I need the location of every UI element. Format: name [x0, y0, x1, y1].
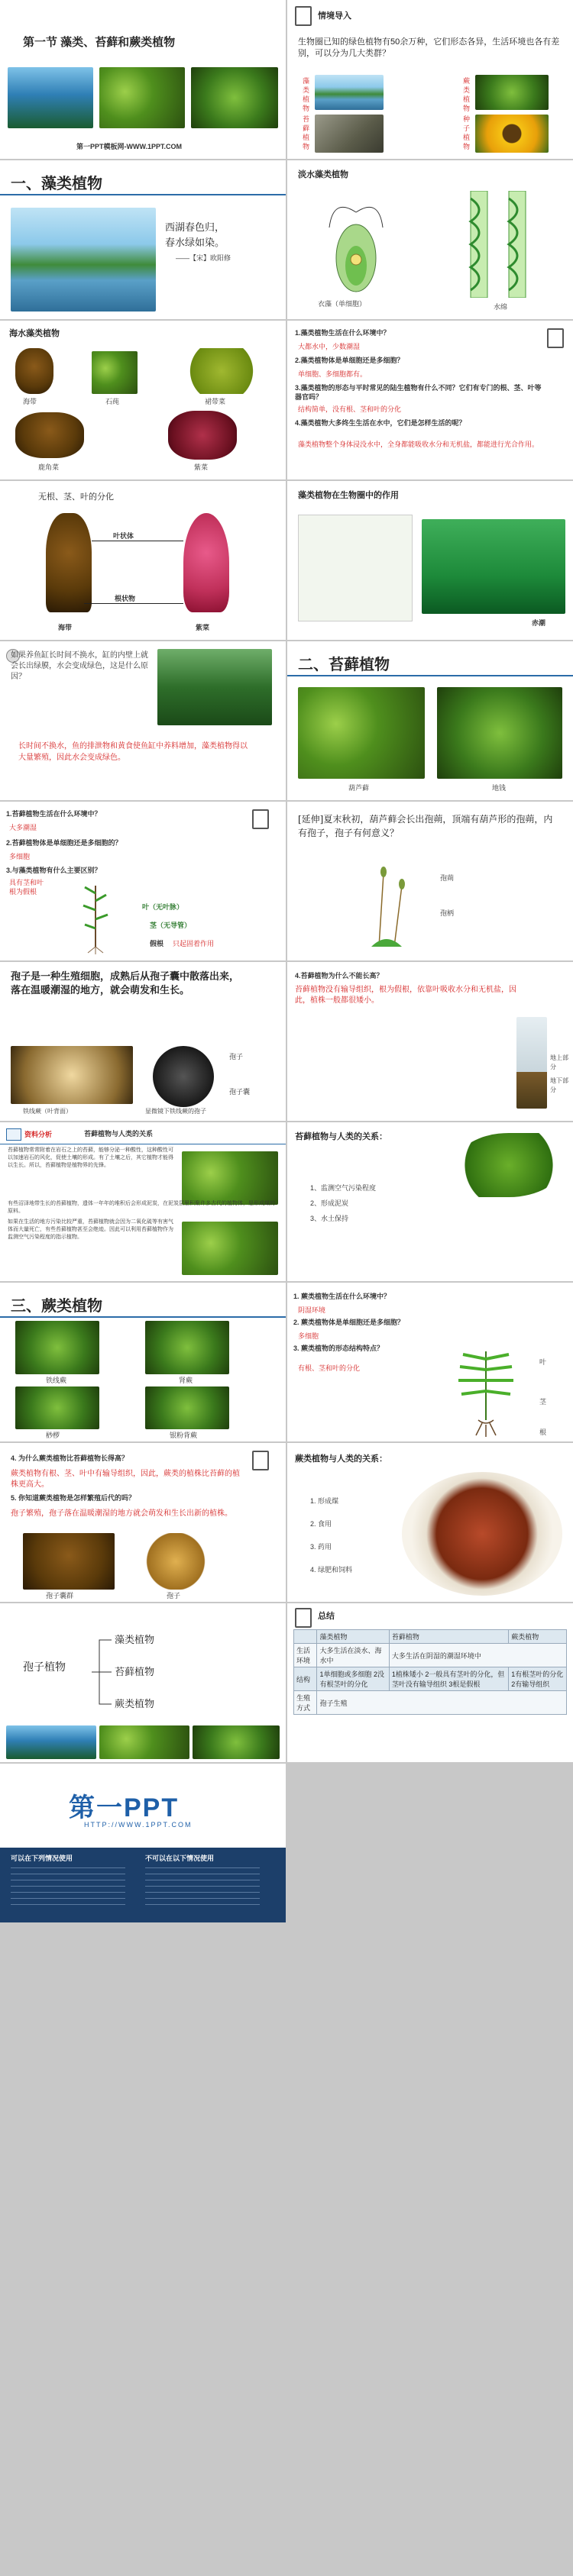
- slide-2-intro: [287, 0, 573, 159]
- label-1: 孢子囊群: [46, 1592, 74, 1600]
- label-algae: 藻类植物: [303, 77, 310, 112]
- marchantia-photo: [437, 687, 562, 779]
- title: 苔藓植物与人类的关系: [84, 1131, 154, 1138]
- ulva-image: [92, 351, 138, 394]
- label-4: 紫菜: [196, 624, 210, 631]
- branch-2: 苔藓植物: [115, 1666, 155, 1677]
- label-1: 海带: [23, 398, 37, 405]
- answer-3: 具有茎和叶 根为假根: [9, 879, 44, 896]
- brand-logo: 第一PPT: [69, 1793, 180, 1822]
- question-text: 如果养鱼缸长时间不换水，缸的内壁上就会长出绿膜，水会变成绿色，这是什么原因？: [11, 651, 148, 681]
- spore-microscope: [153, 1046, 214, 1107]
- table-cell: 1有根茎叶的分化 2有输导组织: [509, 1667, 567, 1691]
- branch-1: 藻类植物: [115, 1634, 155, 1645]
- pencil-note-icon: [295, 6, 312, 26]
- red-tide-photo: [422, 519, 565, 614]
- item-3: 3、水土保持: [310, 1215, 349, 1222]
- label-2: 肾蕨: [179, 1377, 193, 1384]
- fern-photo: [191, 67, 278, 128]
- slide-7-structure: [0, 481, 286, 640]
- label-2: 根状物: [115, 595, 136, 602]
- pencil-note-icon: [252, 809, 269, 829]
- slide-13-spore: [0, 962, 286, 1121]
- porphyra-image: [168, 411, 237, 460]
- section-heading: 二、苔藓植物: [298, 657, 390, 673]
- label-1: 衣藻（单细胞）: [318, 300, 367, 308]
- header-cell: 苔藓植物: [389, 1630, 508, 1644]
- slide-18-fern-questions: [287, 1283, 573, 1441]
- item-4: 4. 绿肥和饲料: [310, 1566, 353, 1574]
- spirogyra-diagram: [455, 191, 547, 298]
- question-1: 1. 蕨类植物生活在什么环境中？: [293, 1293, 391, 1300]
- table-row: [294, 1667, 567, 1691]
- table-row: [294, 1644, 567, 1667]
- answer-3: 结构简单，没有根、茎和叶的分化: [298, 405, 402, 413]
- slide-5-seawater: [0, 321, 286, 479]
- answer-2: 单细胞、多细胞都有。: [298, 370, 367, 378]
- slide-15-data-analysis: [0, 1122, 286, 1281]
- table-cell: 生活环境: [294, 1644, 317, 1667]
- slide-16-moss-human: [287, 1122, 573, 1281]
- header-cell: [294, 1630, 317, 1644]
- moss-height-photo: [516, 1017, 547, 1109]
- question-5: 5. 你知道蕨类植物是怎样繁殖后代的吗？: [11, 1494, 136, 1502]
- answer-2: 多细胞: [298, 1332, 319, 1340]
- table-header-row: [294, 1630, 567, 1644]
- question-3: 3.与藻类植物有什么主要区别？: [6, 867, 102, 874]
- title: 无根、茎、叶的分化: [38, 492, 114, 502]
- usage-list-1: [11, 1867, 125, 1910]
- slide-9-fishtank: [0, 641, 286, 800]
- table-cell: 1单细胞或多细胞 2没有根茎叶的分化: [317, 1667, 389, 1691]
- capsule-diagram: [348, 863, 440, 954]
- west-lake-photo: [11, 208, 156, 312]
- label-leaf-back: 铁线蕨（叶背面）: [23, 1108, 72, 1115]
- summary-table: [293, 1629, 567, 1715]
- tag: 资料分析: [24, 1131, 53, 1138]
- label-sporangium: 孢子囊: [229, 1088, 251, 1096]
- label-moss: 苔藓植物: [303, 115, 310, 150]
- answer-text: 长时间不换水，鱼的排泄物和黄食使鱼缸中养料增加，藻类植物得以大量繁殖，因此水会变成绿色。: [18, 742, 248, 762]
- fern-4-photo: [145, 1386, 229, 1429]
- slide-22-summary-table: [287, 1603, 573, 1762]
- fern-2-photo: [145, 1321, 229, 1374]
- title: 总结: [318, 1612, 335, 1621]
- label-fern: 蕨类植物: [463, 77, 471, 112]
- algae-photo: [8, 67, 93, 128]
- slide-6-questions: [287, 321, 573, 479]
- question-1: 1.苔藓植物生活在什么环境中？: [6, 810, 102, 818]
- question-2: 2.藻类植物体是单细胞还是多细胞？: [295, 357, 404, 364]
- fern-leaf-back-photo: [11, 1046, 133, 1104]
- label-rhizoid: 假根: [150, 940, 164, 947]
- slide-19-fern-growth: [0, 1443, 286, 1602]
- label-2: 石莼: [105, 398, 120, 405]
- moss-ground-photo: [182, 1222, 278, 1275]
- label-2: 水绵: [494, 303, 508, 311]
- slide-4-freshwater: [287, 160, 573, 319]
- label-1: 铁线蕨: [46, 1377, 67, 1384]
- pelvetia-image: [15, 412, 84, 458]
- question-4: 4.藻类植物大多终生生活在水中，它们是怎样生活的呢？: [295, 419, 466, 427]
- fern-3-photo: [15, 1386, 99, 1429]
- label-1: 叶状体: [113, 532, 134, 540]
- porphyra-image: [183, 513, 229, 612]
- usage-list-2: [145, 1867, 260, 1910]
- slide-3-algae: [0, 160, 286, 319]
- funaria-photo: [298, 687, 425, 779]
- table-cell: 1植株矮小 2一般具有茎叶的分化，但茎叶没有输导组织 3根是假根: [389, 1667, 508, 1691]
- slide-8-role: [287, 481, 573, 640]
- red-tide-label: 赤潮: [532, 619, 546, 627]
- extension-text: [延伸]夏末秋初，葫芦藓会长出孢蒴，顶端有葫芦形的孢蒴，内有孢子，孢子有何意义？: [298, 814, 553, 838]
- question-1: 1.藻类植物生活在什么环境中？: [295, 329, 390, 337]
- fern-1-photo: [15, 1321, 99, 1374]
- divider: [0, 194, 286, 195]
- branch-3: 蕨类植物: [115, 1698, 155, 1709]
- paragraph-3: 如果在生活的地方污染比较严重，苔藓植物就会因为二氧化硫等有害气体而大量死亡，有些苔藓植物甚至会绝迹。因此可以利用苔藓植物作为监测空气污染程度的指示植物。: [8, 1219, 173, 1240]
- moss-plant-diagram: [53, 870, 138, 954]
- liverwort-photo: [455, 1133, 562, 1197]
- answer-5: 孢子繁殖，孢子落在温暖潮湿的地方就会萌发和生长出新的植株。: [11, 1509, 232, 1518]
- divider: [287, 675, 573, 676]
- answer-4: 蕨类植物有根、茎、叶中有输导组织，因此，蕨类的植株比苔藓的植株更高大。: [11, 1470, 240, 1489]
- label-leaf: 叶（无叶脉）: [142, 903, 184, 911]
- footer-text: 第一PPT模板网-WWW.1PPT.COM: [76, 143, 182, 150]
- label-micro: 显微镜下铁线蕨的孢子: [145, 1108, 206, 1115]
- title: 苔藓植物与人类的关系：: [295, 1132, 387, 1141]
- sunflower-photo: [475, 115, 549, 153]
- label-leaf: 叶: [539, 1358, 547, 1366]
- title: 藻类植物在生物圈中的作用: [298, 491, 399, 500]
- item-2: 2. 食用: [310, 1520, 332, 1528]
- label-3: 海带: [58, 624, 73, 631]
- fern-structure-diagram: [440, 1344, 532, 1440]
- pencil-note-icon: [252, 1451, 269, 1470]
- label-seed: 种子植物: [463, 115, 471, 150]
- table-cell: 大多生活在阴湿的潮湿环境中: [389, 1644, 566, 1667]
- label-4: 鹿角菜: [38, 463, 60, 471]
- item-3: 3. 药用: [310, 1543, 332, 1551]
- label-1: 葫芦藓: [348, 784, 370, 792]
- paragraph-1: 苔藓植物常常附着在岩石之上的苔藓，能够分泌一种酸性，这种酸性可以加速岩石的风化，促使土壤的形成。有了土壤之后，其它植物才能得以生长。所以，苔藓植物是植物界的先锋。: [8, 1148, 173, 1168]
- poem-author: ——【宋】欧阳修: [176, 254, 231, 262]
- label-2: 地钱: [492, 784, 507, 792]
- label-stem: 茎（无导管）: [150, 922, 192, 929]
- algae-lake-photo: [315, 75, 384, 110]
- algae-photo: [6, 1725, 96, 1759]
- book-icon: [6, 1128, 21, 1141]
- section-heading: 一、藻类植物: [11, 176, 102, 192]
- label-root: 根: [539, 1428, 547, 1436]
- moss-photo: [99, 1725, 189, 1759]
- item-1: 1. 形成煤: [310, 1497, 339, 1505]
- label-rhizoid-note: 只起固着作用: [173, 940, 215, 947]
- paragraph-2: 有些沼泽地带生长的苔藓植物，遗体一年年的堆积后会形成泥炭，在泥炭层里积聚许多古代的植物体，是形成煤的原料。: [8, 1201, 275, 1214]
- label-1: 孢蒴: [440, 874, 455, 882]
- spore-text: 孢子是一种生殖细胞，成熟后从孢子囊中散落出来，落在温暖潮湿的地方，就会萌发和生长。: [11, 970, 240, 996]
- header-cell: 蕨类植物: [509, 1630, 567, 1644]
- chlamydomonas-diagram: [318, 197, 394, 296]
- poem-line-1: 西湖春色归，: [165, 221, 225, 233]
- question-3: 3. 蕨类植物的形态结构特点？: [293, 1344, 384, 1352]
- title: 蕨类植物与人类的关系：: [295, 1454, 387, 1464]
- answer-3: 有根、茎和叶的分化: [298, 1364, 361, 1372]
- slide-14-height: [287, 962, 573, 1121]
- table-cell: 结构: [294, 1667, 317, 1691]
- table-cell: 孢子生殖: [317, 1691, 567, 1715]
- slide-17-fern: [0, 1283, 286, 1441]
- header-cell: 藻类植物: [317, 1630, 389, 1644]
- answer-2: 多细胞: [9, 853, 31, 860]
- label-stem: 茎: [539, 1398, 547, 1406]
- item-2: 2、形成泥炭: [310, 1199, 349, 1207]
- label-3: 裙带菜: [205, 398, 226, 405]
- answer-1: 阴湿环境: [298, 1306, 326, 1314]
- answer-1: 大多潮湿: [9, 824, 37, 831]
- question-2: 2.苔藓植物体是单细胞还是多细胞的？: [6, 839, 122, 847]
- food-chain-diagram: [298, 515, 413, 621]
- pencil-note-icon: [295, 1608, 312, 1628]
- label-5: 紫菜: [194, 463, 209, 471]
- kelp-image: [15, 348, 53, 394]
- fern-photo: [193, 1725, 280, 1759]
- divider: [0, 1316, 286, 1318]
- fish-tank-photo: [157, 649, 272, 725]
- table-cell: 生殖方式: [294, 1691, 317, 1715]
- table-cell: 大多生活在淡水、海水中: [317, 1644, 389, 1667]
- slide-1-title: [0, 0, 286, 159]
- fern-photo: [475, 75, 549, 110]
- answer-4: 藻类植物整个身体浸没水中，全身都能吸收水分和无机盐，都能进行光合作用。: [298, 441, 539, 448]
- item-1: 1、监测空气污染程度: [310, 1184, 377, 1192]
- question-2: 2. 蕨类植物体是单细胞还是多细胞？: [293, 1319, 405, 1326]
- label-2: 孢柄: [440, 909, 455, 917]
- slide-10-moss: [287, 641, 573, 800]
- sorus-photo: [23, 1533, 115, 1590]
- label-below: 地下部分: [550, 1077, 568, 1093]
- moss-rock-photo: [315, 115, 384, 153]
- slide-20-fern-human: [287, 1443, 573, 1602]
- heading: 海水藻类植物: [9, 329, 60, 338]
- moss-rock-photo: [182, 1151, 278, 1205]
- kelp-image: [46, 513, 92, 612]
- usage-col-2: 不可以在以下情况使用: [145, 1855, 215, 1862]
- question-3: 3.藻类植物的形态与平时常见的陆生植物有什么不同？它们有专门的根、茎、叶等器官吗？: [295, 384, 542, 401]
- heading: 情境导入: [318, 11, 351, 21]
- root-node: 孢子植物: [23, 1661, 66, 1673]
- moss-photo: [99, 67, 185, 128]
- empty-slot: [287, 1764, 573, 1922]
- slide-11-moss-questions: [0, 802, 286, 960]
- label-spore: 孢子: [229, 1053, 244, 1060]
- label-4: 银粉背蕨: [170, 1432, 198, 1439]
- label-2: 孢子: [167, 1592, 181, 1600]
- question-4: 4. 为什么蕨类植物比苔藓植物长得高？: [11, 1454, 129, 1462]
- question: 4.苔藓植物为什么不能长高？: [295, 972, 384, 980]
- usage-col-1: 可以在下列情况使用: [11, 1855, 73, 1862]
- slide-21-summary-tree: [0, 1603, 286, 1762]
- intro-text: 生物圈已知的绿色植物有50余万种，它们形态各异，生活环境也各有差别，可以分为几大类群？: [298, 37, 560, 58]
- slide-23-brand: [0, 1764, 286, 1922]
- poem-line-2: 春水绿如染。: [165, 237, 225, 248]
- answer-1: 大都水中，少数潮湿: [298, 343, 361, 350]
- pointer-line-2: [84, 603, 183, 604]
- pencil-note-icon: [547, 328, 564, 348]
- section-heading: 三、蕨类植物: [11, 1298, 102, 1315]
- wakame-image: [183, 348, 260, 394]
- table-row: [294, 1691, 567, 1715]
- slide-title: 第一节 藻类、苔藓和蕨类植物: [23, 36, 176, 49]
- brand-url: HTTP://WWW.1PPT.COM: [84, 1821, 193, 1829]
- label-above: 地上部分: [550, 1054, 568, 1070]
- spore-photo: [138, 1533, 214, 1590]
- heading: 淡水藻类植物: [298, 170, 348, 179]
- answer: 苔藓植物没有输导组织，根为假根，依靠叶吸收水分和无机盐，因此，植株一般都很矮小。: [295, 986, 516, 1005]
- slide-12-spore-capsule: [287, 802, 573, 960]
- label-3: 桫椤: [46, 1432, 60, 1439]
- fern-dish-photo: [402, 1472, 562, 1596]
